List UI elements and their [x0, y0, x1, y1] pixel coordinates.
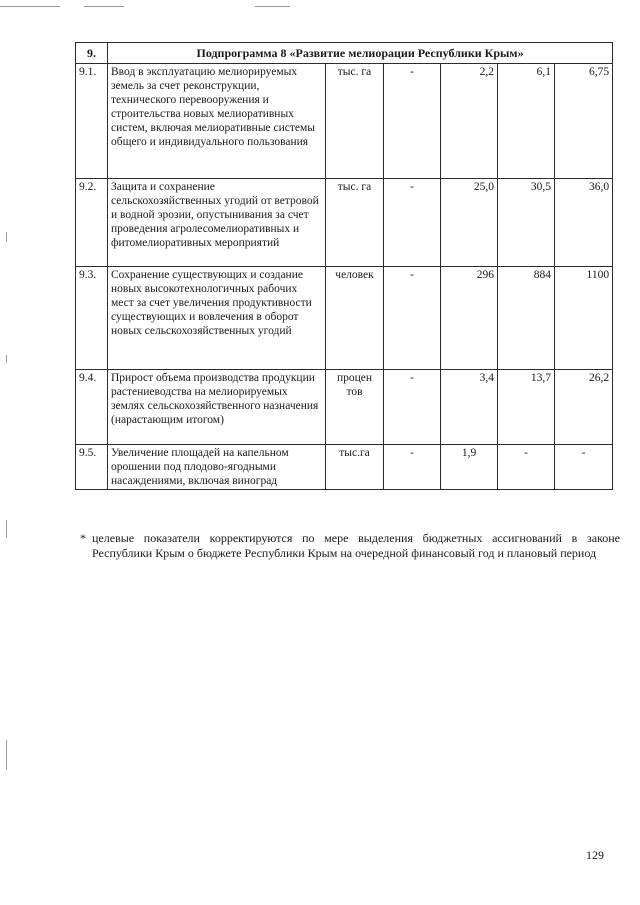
- row-number: 9.4.: [76, 370, 108, 445]
- margin-mark: [6, 232, 7, 242]
- row-number: 9.1.: [76, 64, 108, 179]
- row-number: 9.5.: [76, 445, 108, 490]
- footnote: [80, 531, 620, 561]
- unit-cell: тыс.га: [326, 445, 384, 490]
- unit-cell: тыс. га: [326, 179, 384, 267]
- value-cell: 13,7: [498, 370, 555, 445]
- value-cell: 36,0: [555, 179, 613, 267]
- base-value-cell: -: [384, 370, 441, 445]
- row-number: 9.3.: [76, 267, 108, 370]
- value-cell: 2,2: [441, 64, 498, 179]
- base-value-cell: -: [384, 179, 441, 267]
- value-cell: 6,1: [498, 64, 555, 179]
- row-number: 9.2.: [76, 179, 108, 267]
- top-edge-line: [84, 6, 124, 7]
- base-value-cell: -: [384, 267, 441, 370]
- subprogram-title: Подпрограмма 8 «Развитие мелиорации Республики Крым»: [108, 43, 613, 64]
- value-cell: -: [555, 445, 613, 490]
- margin-mark: [6, 740, 7, 770]
- margin-mark: [6, 355, 7, 363]
- table-row: [76, 267, 613, 370]
- indicator-name: Прирост объема производства продукции растениеводства на мелиорируемых землях сельскохозяйственного назначения (нарастающим итогом): [108, 370, 326, 445]
- unit-cell: человек: [326, 267, 384, 370]
- value-cell: 25,0: [441, 179, 498, 267]
- value-cell: 6,75: [555, 64, 613, 179]
- top-edge-line: [255, 6, 290, 7]
- table-row: [76, 64, 613, 179]
- indicator-name: Сохранение существующих и создание новых высокотехнологичных рабочих мест за счет увеличения продуктивности существующих и вовлечения в оборот новых сельскохозяйственных угодий: [108, 267, 326, 370]
- indicator-name: Увеличение площадей на капельном орошении под плодово-ягодными насаждениями, включая виноград: [108, 445, 326, 490]
- footnote-marker: *: [80, 531, 86, 545]
- table-row: [76, 179, 613, 267]
- value-cell: 30,5: [498, 179, 555, 267]
- indicators-table: [75, 42, 613, 490]
- top-edge-line: [0, 6, 60, 7]
- unit-cell: тыс. га: [326, 64, 384, 179]
- value-cell: 3,4: [441, 370, 498, 445]
- table-header-row: [76, 43, 613, 64]
- value-cell: 296: [441, 267, 498, 370]
- page-number: 129: [586, 848, 604, 862]
- margin-mark: [6, 520, 7, 538]
- indicator-name: Защита и сохранение сельскохозяйственных угодий от ветровой и водной эрозии, опустынивания за счет проведения агролесомелиоративных и фитомелиоративных мероприятий: [108, 179, 326, 267]
- table-row: [76, 370, 613, 445]
- indicator-name: Ввод в эксплуатацию мелиорируемых земель за счет реконструкции, технического перевооружения и строительства новых мелиоративных систем, включая мелиоративные системы общего и индивидуального пользования: [108, 64, 326, 179]
- value-cell: 1,9: [441, 445, 498, 490]
- table-row: [76, 445, 613, 490]
- base-value-cell: -: [384, 64, 441, 179]
- section-number: 9.: [76, 43, 108, 64]
- value-cell: 1100: [555, 267, 613, 370]
- unit-cell: процен тов: [326, 370, 384, 445]
- value-cell: -: [498, 445, 555, 490]
- base-value-cell: -: [384, 445, 441, 490]
- value-cell: 26,2: [555, 370, 613, 445]
- value-cell: 884: [498, 267, 555, 370]
- footnote-text: целевые показатели корректируются по мере выделения бюджетных ассигнований в законе Республики Крым о бюджете Республики Крым на очередной финансовый год и плановый период: [92, 531, 620, 560]
